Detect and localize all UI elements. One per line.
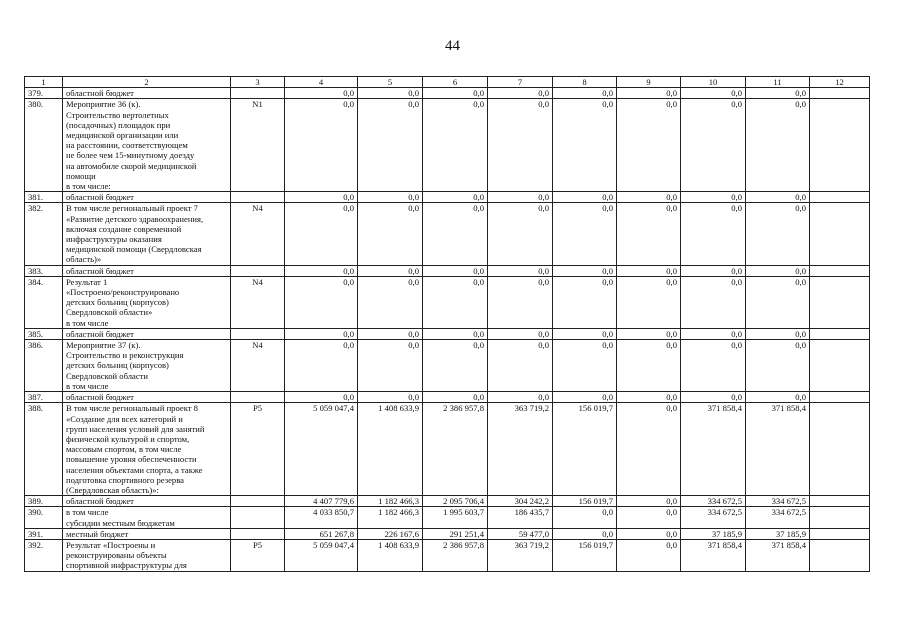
value-cell: 0,0 — [746, 328, 810, 339]
value-cell: 371 858,4 — [681, 539, 746, 571]
value-cell: 0,0 — [681, 328, 746, 339]
empty-cell — [810, 276, 870, 328]
value-cell: 0,0 — [488, 99, 553, 192]
value-cell: 156 019,7 — [553, 539, 617, 571]
value-cell: 0,0 — [617, 328, 681, 339]
row-number-cell: 391. — [25, 528, 63, 539]
value-cell: 0,0 — [617, 192, 681, 203]
table-row — [25, 403, 870, 496]
budget-table — [24, 76, 870, 572]
value-cell: 0,0 — [681, 392, 746, 403]
value-cell: 0,0 — [617, 265, 681, 276]
row-code-cell — [231, 507, 285, 528]
value-cell: 0,0 — [423, 265, 488, 276]
value-cell: 5 059 047,4 — [285, 403, 358, 496]
row-name-cell: областной бюджет — [63, 192, 231, 203]
row-number-cell: 386. — [25, 340, 63, 392]
empty-cell — [810, 203, 870, 265]
row-code-cell: N1 — [231, 99, 285, 192]
value-cell: 0,0 — [423, 276, 488, 328]
value-cell: 363 719,2 — [488, 403, 553, 496]
value-cell: 0,0 — [617, 496, 681, 507]
value-cell: 0,0 — [285, 276, 358, 328]
value-cell: 0,0 — [681, 192, 746, 203]
header-cell: 4 — [285, 77, 358, 88]
value-cell: 0,0 — [358, 203, 423, 265]
header-cell: 12 — [810, 77, 870, 88]
empty-cell — [810, 539, 870, 571]
value-cell: 1 408 633,9 — [358, 539, 423, 571]
table-row — [25, 392, 870, 403]
value-cell: 0,0 — [423, 392, 488, 403]
value-cell: 0,0 — [553, 528, 617, 539]
table-row — [25, 340, 870, 392]
value-cell: 0,0 — [746, 340, 810, 392]
table-row — [25, 276, 870, 328]
row-name-cell: Мероприятие 36 (к). Строительство вертолетных (посадочных) площадок при медицинской организации или на расстоянии, соответствующем не более чем 15-минутному доезду на автомобиле скорой медицинской помощи в том числе: — [63, 99, 231, 192]
value-cell: 0,0 — [746, 203, 810, 265]
column-number-header — [25, 77, 870, 88]
table-row — [25, 88, 870, 99]
value-cell: 2 386 957,8 — [423, 403, 488, 496]
value-cell: 0,0 — [746, 192, 810, 203]
value-cell: 0,0 — [681, 276, 746, 328]
value-cell: 0,0 — [358, 328, 423, 339]
value-cell: 59 477,0 — [488, 528, 553, 539]
header-cell: 2 — [63, 77, 231, 88]
value-cell: 0,0 — [358, 265, 423, 276]
value-cell: 0,0 — [617, 528, 681, 539]
value-cell: 0,0 — [617, 276, 681, 328]
row-code-cell — [231, 496, 285, 507]
value-cell: 2 095 706,4 — [423, 496, 488, 507]
value-cell: 363 719,2 — [488, 539, 553, 571]
value-cell: 0,0 — [423, 192, 488, 203]
value-cell: 291 251,4 — [423, 528, 488, 539]
value-cell: 0,0 — [617, 392, 681, 403]
value-cell: 651 267,8 — [285, 528, 358, 539]
table-row — [25, 203, 870, 265]
table-row — [25, 528, 870, 539]
value-cell: 0,0 — [617, 539, 681, 571]
header-cell: 1 — [25, 77, 63, 88]
value-cell: 304 242,2 — [488, 496, 553, 507]
value-cell: 0,0 — [553, 265, 617, 276]
page-number: 44 — [445, 38, 460, 54]
row-code-cell: N4 — [231, 203, 285, 265]
value-cell: 0,0 — [553, 340, 617, 392]
row-name-cell: областной бюджет — [63, 328, 231, 339]
value-cell: 0,0 — [553, 192, 617, 203]
value-cell: 0,0 — [423, 203, 488, 265]
value-cell: 4 033 850,7 — [285, 507, 358, 528]
value-cell: 0,0 — [358, 392, 423, 403]
empty-cell — [810, 507, 870, 528]
empty-cell — [810, 403, 870, 496]
value-cell: 0,0 — [681, 265, 746, 276]
row-code-cell — [231, 265, 285, 276]
row-name-cell: областной бюджет — [63, 392, 231, 403]
value-cell: 5 059 047,4 — [285, 539, 358, 571]
row-name-cell: областной бюджет — [63, 496, 231, 507]
value-cell: 0,0 — [553, 507, 617, 528]
value-cell: 0,0 — [488, 340, 553, 392]
row-code-cell — [231, 192, 285, 203]
row-name-cell: Мероприятие 37 (к). Строительство и реконструкция детских больниц (корпусов) Свердловской области в том числе — [63, 340, 231, 392]
empty-cell — [810, 496, 870, 507]
value-cell: 0,0 — [488, 88, 553, 99]
row-number-cell: 381. — [25, 192, 63, 203]
value-cell: 371 858,4 — [746, 539, 810, 571]
value-cell: 0,0 — [617, 99, 681, 192]
value-cell: 0,0 — [681, 340, 746, 392]
value-cell: 1 995 603,7 — [423, 507, 488, 528]
header-cell: 9 — [617, 77, 681, 88]
value-cell: 0,0 — [285, 88, 358, 99]
row-number-cell: 392. — [25, 539, 63, 571]
value-cell: 0,0 — [553, 203, 617, 265]
row-code-cell — [231, 528, 285, 539]
row-number-cell: 390. — [25, 507, 63, 528]
row-name-cell: В том числе региональный проект 8 «Создание для всех категорий и групп населения условий для занятий физической культурой и спортом, массовым спортом, в том числе повышение уровня обеспеченности населения объектами спорта, а также подготовка спортивного резерва (Свердловская область)»: — [63, 403, 231, 496]
value-cell: 0,0 — [285, 265, 358, 276]
header-cell: 3 — [231, 77, 285, 88]
value-cell: 0,0 — [746, 392, 810, 403]
value-cell: 0,0 — [746, 276, 810, 328]
table-row — [25, 328, 870, 339]
value-cell: 0,0 — [285, 192, 358, 203]
value-cell: 0,0 — [358, 276, 423, 328]
value-cell: 0,0 — [617, 507, 681, 528]
value-cell: 0,0 — [488, 265, 553, 276]
value-cell: 0,0 — [423, 340, 488, 392]
row-code-cell: P5 — [231, 403, 285, 496]
header-cell: 11 — [746, 77, 810, 88]
value-cell: 334 672,5 — [681, 507, 746, 528]
value-cell: 1 182 466,3 — [358, 507, 423, 528]
value-cell: 0,0 — [358, 99, 423, 192]
value-cell: 0,0 — [681, 88, 746, 99]
value-cell: 0,0 — [285, 203, 358, 265]
row-code-cell: P5 — [231, 539, 285, 571]
row-name-cell: в том числе субсидии местным бюджетам — [63, 507, 231, 528]
value-cell: 371 858,4 — [746, 403, 810, 496]
value-cell: 0,0 — [285, 328, 358, 339]
value-cell: 0,0 — [681, 99, 746, 192]
row-name-cell: областной бюджет — [63, 265, 231, 276]
empty-cell — [810, 265, 870, 276]
value-cell: 4 407 779,6 — [285, 496, 358, 507]
value-cell: 0,0 — [553, 328, 617, 339]
value-cell: 37 185,9 — [746, 528, 810, 539]
table-row — [25, 496, 870, 507]
table-row — [25, 507, 870, 528]
value-cell: 0,0 — [488, 392, 553, 403]
row-number-cell: 387. — [25, 392, 63, 403]
row-number-cell: 388. — [25, 403, 63, 496]
header-cell: 6 — [423, 77, 488, 88]
row-name-cell: областной бюджет — [63, 88, 231, 99]
table-row — [25, 192, 870, 203]
value-cell: 1 408 633,9 — [358, 403, 423, 496]
table-row — [25, 539, 870, 571]
empty-cell — [810, 88, 870, 99]
row-number-cell: 380. — [25, 99, 63, 192]
value-cell: 156 019,7 — [553, 403, 617, 496]
value-cell: 0,0 — [285, 340, 358, 392]
value-cell: 0,0 — [553, 392, 617, 403]
empty-cell — [810, 340, 870, 392]
row-code-cell: N4 — [231, 340, 285, 392]
value-cell: 0,0 — [746, 88, 810, 99]
empty-cell — [810, 392, 870, 403]
value-cell: 2 386 957,8 — [423, 539, 488, 571]
value-cell: 0,0 — [746, 265, 810, 276]
value-cell: 0,0 — [746, 99, 810, 192]
row-number-cell: 383. — [25, 265, 63, 276]
header-cell: 8 — [553, 77, 617, 88]
value-cell: 0,0 — [358, 88, 423, 99]
value-cell: 186 435,7 — [488, 507, 553, 528]
empty-cell — [810, 328, 870, 339]
value-cell: 0,0 — [617, 203, 681, 265]
row-number-cell: 382. — [25, 203, 63, 265]
value-cell: 0,0 — [285, 99, 358, 192]
row-number-cell: 379. — [25, 88, 63, 99]
row-number-cell: 385. — [25, 328, 63, 339]
row-number-cell: 384. — [25, 276, 63, 328]
header-cell: 7 — [488, 77, 553, 88]
value-cell: 371 858,4 — [681, 403, 746, 496]
value-cell: 334 672,5 — [681, 496, 746, 507]
row-name-cell: местный бюджет — [63, 528, 231, 539]
header-cell: 5 — [358, 77, 423, 88]
value-cell: 0,0 — [423, 99, 488, 192]
value-cell: 0,0 — [423, 88, 488, 99]
value-cell: 0,0 — [488, 276, 553, 328]
empty-cell — [810, 192, 870, 203]
row-number-cell: 389. — [25, 496, 63, 507]
value-cell: 0,0 — [553, 99, 617, 192]
row-name-cell: В том числе региональный проект 7 «Развитие детского здравоохранения, включая создание современной инфраструктуры оказания медицинской помощи (Свердловская область)» — [63, 203, 231, 265]
row-code-cell: N4 — [231, 276, 285, 328]
table-row — [25, 99, 870, 192]
value-cell: 1 182 466,3 — [358, 496, 423, 507]
value-cell: 156 019,7 — [553, 496, 617, 507]
value-cell: 0,0 — [488, 203, 553, 265]
value-cell: 0,0 — [681, 203, 746, 265]
empty-cell — [810, 99, 870, 192]
value-cell: 334 672,5 — [746, 496, 810, 507]
value-cell: 0,0 — [358, 192, 423, 203]
row-name-cell: Результат 1 «Построено/реконструировано детских больниц (корпусов) Свердловской области» в том числе — [63, 276, 231, 328]
value-cell: 0,0 — [553, 88, 617, 99]
header-cell: 10 — [681, 77, 746, 88]
value-cell: 0,0 — [358, 340, 423, 392]
value-cell: 0,0 — [617, 340, 681, 392]
value-cell: 0,0 — [553, 276, 617, 328]
value-cell: 334 672,5 — [746, 507, 810, 528]
value-cell: 0,0 — [488, 192, 553, 203]
value-cell: 0,0 — [617, 403, 681, 496]
value-cell: 0,0 — [617, 88, 681, 99]
value-cell: 0,0 — [423, 328, 488, 339]
row-code-cell — [231, 392, 285, 403]
row-code-cell — [231, 88, 285, 99]
empty-cell — [810, 528, 870, 539]
value-cell: 226 167,6 — [358, 528, 423, 539]
value-cell: 0,0 — [488, 328, 553, 339]
table-row — [25, 265, 870, 276]
value-cell: 37 185,9 — [681, 528, 746, 539]
row-name-cell: Результат «Построены и реконструированы объекты спортивной инфраструктуры для — [63, 539, 231, 571]
value-cell: 0,0 — [285, 392, 358, 403]
row-code-cell — [231, 328, 285, 339]
